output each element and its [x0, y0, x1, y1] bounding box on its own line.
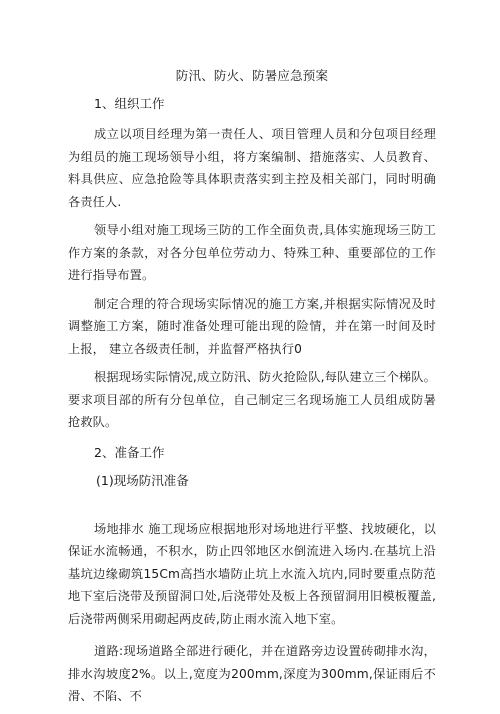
document-body	[68, 67, 436, 714]
subsection-heading-flood-prep: (1)现场防汛准备	[96, 472, 189, 488]
section-heading-preparation: 2、准备工作	[94, 444, 165, 460]
paragraph-site-drainage: 场地排水 施工现场应根据地形对场地进行平整、找坡硬化，以保证水流畅通，不积水，防止四邻地区水倒流进入场内.在基坑上沿基坑边缘砌筑15Cm高挡水墙防止坑上水流入坑内,同时要重点防范地下室后浇带及预留洞口处,后浇带处及板上各预留洞用旧模板覆盖,后浇带两侧采用砌起两皮砖,防止雨水流入地下室。	[68, 521, 436, 626]
document-title: 防汛、防火、防暑应急预案	[175, 68, 329, 83]
paragraph-leadership-group: 成立以项目经理为第一责任人、项目管理人员和分包项目经理为组员的施工现场领导小组，将方案编制、措施落实、人员教育、料具供应、应急抢险等具体职责落实到主控及相关部门，同时明确各责任人.	[68, 127, 436, 209]
paragraph-rescue-teams: 根据现场实际情况,成立防汛、防火抢险队,每队建立三个梯队。要求项目部的所有分包单位，自己制定三名现场施工人员组成防暑抢救队。	[68, 370, 436, 429]
paragraph-group-responsibility: 领导小组对施工现场三防的工作全面负责,具体实施现场三防工作方案的条款，对各分包单位劳动力、特殊工种、重要部位的工作进行指导布置。	[68, 223, 436, 282]
paragraph-roads: 道路:现场道路全部进行硬化，并在道路旁边设置砖砌排水沟，排水沟坡度2%。以上,宽度为200mm,深度为300mm,保证雨后不滑、不陷、不	[68, 644, 436, 703]
section-heading-organization: 1、组织工作	[94, 96, 165, 111]
paragraph-construction-plan: 制定合理的符合现场实际情况的施工方案,并根据实际情况及时调整施工方案，随时准备处理可能出现的险情，并在第一时间及时上报， 建立各级责任制，并监督严格执行0	[68, 296, 436, 356]
